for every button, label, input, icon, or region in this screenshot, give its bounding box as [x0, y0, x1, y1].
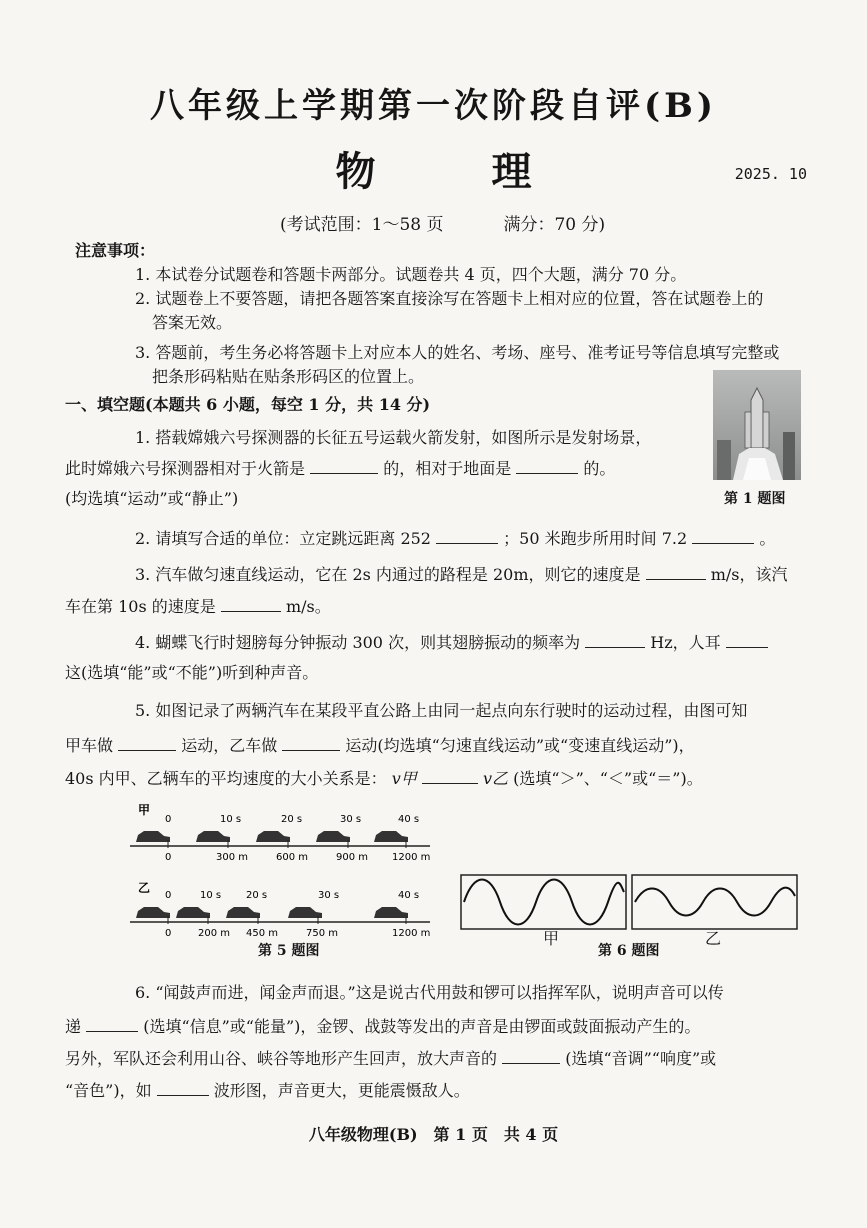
fig6-jia-label: 甲 [543, 929, 560, 948]
yi-car-1 [176, 907, 210, 918]
notes-heading: 注意事项： [75, 241, 156, 260]
yi-dist-2: 450 m [246, 928, 279, 939]
q4-blank-2[interactable] [726, 646, 768, 648]
q6-text-f: 波形图，声音更大，更能震慑敌人。 [213, 1081, 470, 1100]
q1-blank-1[interactable] [310, 472, 378, 474]
jia-time-0: 0 [165, 814, 172, 825]
fig5-car-motion [128, 800, 448, 960]
q4-line2: 这(选填“能”或“不能”)听到种声音。 [65, 663, 319, 682]
q6-text-e: “音色”)，如 [65, 1081, 152, 1100]
q5-text-c: 运动(均选填“匀速直线运动”或“变速直线运动”)， [345, 736, 695, 755]
jia-dist-4: 1200 m [392, 852, 431, 863]
q5-text-e: (选填“＞”、“＜”或“＝”)。 [513, 769, 703, 788]
fig5-yi-label: 乙 [138, 881, 151, 895]
jia-dist-3: 900 m [336, 852, 369, 863]
q6-text-a: 递 [65, 1017, 82, 1036]
full-score: 满分：70 分) [503, 215, 606, 235]
yi-car-3 [288, 907, 322, 918]
q1-line3: (均选填“运动”或“静止”) [65, 489, 239, 508]
section-1-heading: 一、填空题(本题共 6 小题，每空 1 分，共 14 分) [65, 395, 431, 414]
fig5-caption: 第 5 题图 [258, 943, 320, 959]
fig6-caption: 第 6 题图 [598, 943, 660, 959]
q5-blank-3[interactable] [422, 782, 478, 784]
jia-dist-0: 0 [165, 852, 172, 863]
q5-blank-1[interactable] [118, 749, 176, 751]
q1-text-a: 此时嫦娥六号探测器相对于火箭是 [65, 459, 306, 478]
fig6-yi-label: 乙 [705, 929, 722, 948]
q3-text-c: 车在第 10s 的速度是 [65, 597, 216, 616]
q6-blank-1[interactable] [86, 1030, 138, 1032]
jia-car-2 [256, 831, 290, 842]
q6-line3 [65, 1048, 716, 1070]
yi-time-1: 10 s [200, 890, 222, 901]
jia-time-2: 20 s [281, 814, 303, 825]
exam-title: 八年级上学期第一次阶段自评(B) [150, 86, 717, 126]
q5-text-a: 甲车做 [65, 736, 114, 755]
q2-line [135, 528, 775, 550]
jia-time-1: 10 s [220, 814, 242, 825]
jia-time-3: 30 s [340, 814, 362, 825]
note-2: 2. 试题卷上不要答题，请把各题答案直接涂写在答题卡上相对应的位置，答在试题卷上的 [135, 289, 764, 308]
q2-blank-2[interactable] [692, 542, 754, 544]
wave-jia [464, 880, 624, 925]
q4-blank-1[interactable] [585, 646, 645, 648]
q6-text-b: (选填“信息”或“能量”)，金锣、战鼓等发出的声音是由锣面或鼓面振动产生的。 [143, 1017, 701, 1036]
q4-line1 [135, 632, 768, 654]
jia-car-0 [136, 831, 170, 842]
q2-text-a: 2. 请填写合适的单位：立定跳远距离 252 [135, 529, 431, 548]
q3-line2 [65, 596, 331, 618]
jia-car-4 [374, 831, 408, 842]
q4-text-a: 4. 蝴蝶飞行时翅膀每分钟振动 300 次，则其翅膀振动的频率为 [135, 633, 581, 652]
jia-time-4: 40 s [398, 814, 420, 825]
q2-text-b: ；50 米跑步所用时间 7.2 [503, 529, 688, 548]
q2-blank-1[interactable] [436, 542, 498, 544]
q1-text-b: 的，相对于地面是 [383, 459, 512, 478]
q5-blank-2[interactable] [282, 749, 340, 751]
q4-text-b: Hz，人耳 [650, 633, 721, 652]
page-footer: 八年级物理(B) 第 1 页 共 4 页 [308, 1125, 559, 1144]
q5-line3 [65, 768, 703, 790]
note-3: 3. 答题前，考生务必将答题卡上对应本人的姓名、考场、座号、准考证号等信息填写完整或 [135, 343, 780, 362]
note-2-cont: 答案无效。 [152, 313, 233, 332]
yi-time-4: 40 s [398, 890, 420, 901]
yi-car-4 [374, 907, 408, 918]
q3-blank-2[interactable] [221, 610, 281, 612]
yi-time-labels [165, 890, 419, 901]
jia-dist-1: 300 m [216, 852, 249, 863]
q6-text-d: (选填“音调”“响度”或 [565, 1049, 717, 1068]
subject-title: 物 理 [335, 148, 570, 195]
note-3-cont: 把条形码粘贴在贴条形码区的位置上。 [152, 367, 425, 386]
exam-range-pages: (考试范围：1～58 页 [280, 215, 444, 235]
jia-cars [136, 831, 408, 842]
q5-text-b: 运动，乙车做 [181, 736, 278, 755]
v-yi-symbol: v乙 [483, 769, 509, 788]
exam-range [280, 210, 665, 235]
q1-line1: 1. 搭载嫦娥六号探测器的长征五号运载火箭发射，如图所示是发射场景， [135, 428, 652, 447]
q3-text-d: m/s。 [285, 597, 331, 616]
rocket-launch-image [713, 370, 801, 480]
jia-dist-2: 600 m [276, 852, 309, 863]
q3-line1 [135, 564, 788, 586]
q6-line1: 6. “闻鼓声而进，闻金声而退。”这是说古代用鼓和锣可以指挥军队，说明声音可以传 [135, 983, 724, 1002]
fig6-waveforms [460, 874, 800, 932]
q6-blank-3[interactable] [157, 1094, 209, 1096]
yi-cars [136, 907, 408, 918]
q5-line2 [65, 735, 695, 757]
yi-dist-4: 1200 m [392, 928, 431, 939]
q6-line2 [65, 1016, 700, 1038]
q6-line4 [65, 1080, 470, 1102]
q1-blank-2[interactable] [516, 472, 578, 474]
jia-distance-labels [165, 852, 430, 863]
q2-text-c: 。 [759, 529, 776, 548]
wave-yi [635, 888, 795, 916]
q6-blank-2[interactable] [502, 1062, 560, 1064]
fig1-caption: 第 1 题图 [724, 491, 786, 507]
yi-dist-1: 200 m [198, 928, 231, 939]
q3-blank-1[interactable] [646, 578, 706, 580]
v-jia-symbol: v甲 [391, 769, 417, 788]
jia-time-labels [165, 814, 419, 825]
exam-date: 2025. 10 [734, 165, 807, 183]
q1-line2 [65, 458, 615, 480]
yi-dist-3: 750 m [306, 928, 339, 939]
q6-text-c: 另外，军队还会利用山谷、峡谷等地形产生回声，放大声音的 [65, 1049, 498, 1068]
yi-time-3: 30 s [318, 890, 340, 901]
yi-time-0: 0 [165, 890, 172, 901]
wave-yi-frame [632, 875, 797, 929]
q3-text-b: m/s，该汽 [710, 565, 788, 584]
q5-line1: 5. 如图记录了两辆汽车在某段平直公路上由同一起点向东行驶时的运动过程，由图可知 [135, 701, 748, 720]
jia-car-1 [196, 831, 230, 842]
fig5-jia-label: 甲 [138, 803, 151, 817]
yi-time-2: 20 s [246, 890, 268, 901]
q5-text-d: 40s 内甲、乙辆车的平均速度的大小关系是： [65, 769, 387, 788]
jia-car-3 [316, 831, 350, 842]
note-1: 1. 本试卷分试题卷和答题卡两部分。试题卷共 4 页，四个大题，满分 70 分。 [135, 265, 687, 284]
yi-car-2 [226, 907, 260, 918]
q3-text-a: 3. 汽车做匀速直线运动，它在 2s 内通过的路程是 20m，则它的速度是 [135, 565, 641, 584]
wave-jia-frame [461, 875, 626, 929]
yi-dist-0: 0 [165, 928, 172, 939]
q1-text-c: 的。 [583, 459, 616, 478]
yi-distance-labels [165, 928, 430, 939]
yi-car-0 [136, 907, 170, 918]
